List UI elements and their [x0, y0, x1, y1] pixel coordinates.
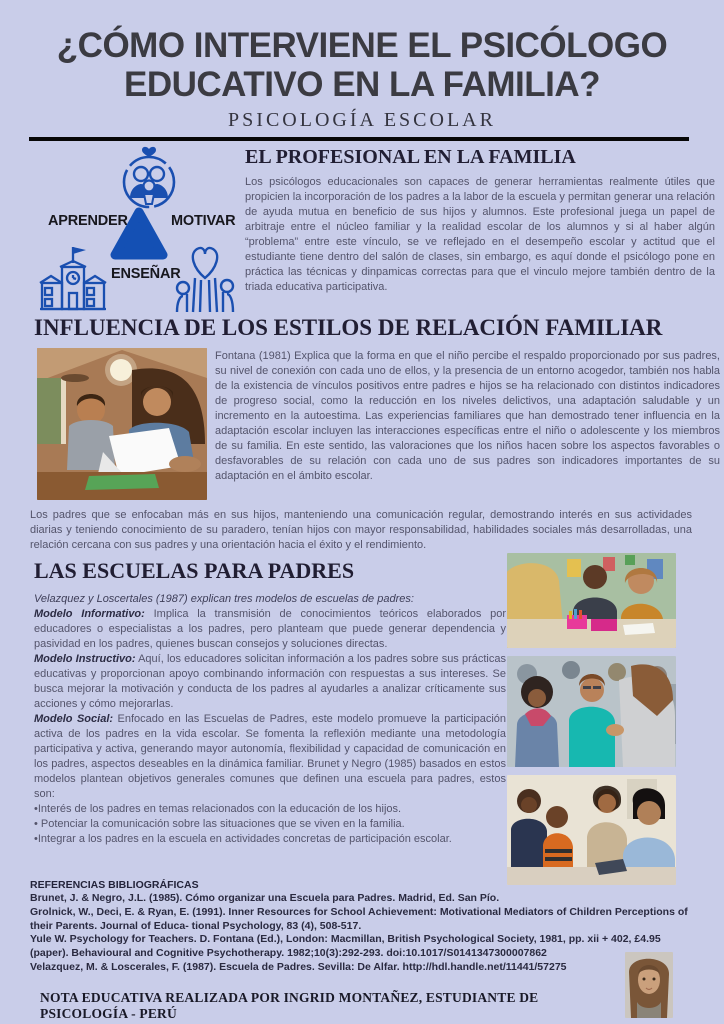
footer-note: NOTA EDUCATIVA REALIZADA POR INGRID MONTAÑEZ, ESTUDIANTE DE PSICOLOGÍA - PERÚ [40, 990, 539, 1021]
model-social [34, 712, 506, 802]
schools-bullet-3: •Integrar a los padres en la escuela en actividades concretas de participación escolar. [34, 833, 452, 845]
page-subtitle: PSICOLOGÍA ESCOLAR [228, 109, 496, 131]
reference-item: Grolnick, W., Deci, E. & Ryan, E. (1991). Inner Resources for School Achievement: Motivational Mediators of Children Perceptions of their Parents. Journal of Educa- tional Psychology, 83 (4), 508-517. [30, 905, 688, 932]
professional-body: Los psicólogos educacionales son capaces de generar herramientas realmente útiles que propicien la incorporación de los padres a la labor de la escuela y permitan generar una relación de ayuda mutua en beneficio de sus hijos y alumnos. Este profesional juega un papel de arbitraje entre el núcleo familiar y la realidad escolar de los alumnos y si al haber algún “problema” entre este vínculo, se ve reflejado en el desempeño escolar y actitud que el estudiante tiene dentro del salón de clases, sin embargo, es aquí donde el psicólogo pone en práctica las técnicas y dinpamicas correctas para que el vinculo mejore también dentro de la triada educativa participativa. [245, 176, 715, 293]
schools-bullet-2: • Potenciar la comunicación sobre las situaciones que se viven en la familia. [34, 818, 405, 830]
hands-heart-icon [173, 240, 237, 314]
author-portrait-photo [625, 952, 673, 1018]
reference-item: Brunet, J. & Negro, J.L. (1985). Cómo organizar una Escuela para Padres. Madrid, Ed. San Pío. [30, 892, 500, 904]
page-title-line2: EDUCATIVO EN LA FAMILIA? [123, 65, 601, 104]
references-heading: REFERENCIAS BIBLIOGRÁFICAS [30, 879, 199, 891]
parents-group-talking-photo [507, 656, 676, 767]
model-social-text: Enfocado en las Escuelas de Padres, este modelo promueve la participación activa de los padres en la vida escolar. Se fomenta la reflexión mediante una metodología participativa y activa, generando mayor autonomía, flexibilidad y capacidad de comunicación en los padres, aspectos deseables en la dinámica familiar. Brunet y Negro (1985) basados en estos modelos plantean objetivos generales comunes que definen una escuela para padres, estos son: [34, 713, 506, 800]
model-instructivo-label: Modelo Instructivo: [34, 653, 136, 665]
parent-teacher-meeting-photo [507, 553, 676, 648]
diagram-label-ensenar: ENSEÑAR [111, 266, 181, 282]
triangle-shape [110, 206, 168, 262]
schools-intro: Velazquez y Loscertales (1987) explican tres modelos de escuelas de padres: [34, 593, 414, 605]
model-instructivo-text: Aquí, los educadores solicitan información a los padres sobre sus prácticas educativas y proporcionan apoyo combinando información con respuestas a sus intereses. Se busca mejorar la motivación y conducta de los padres al ayudarles a analizar críticamente sus acciones y cómo mejorarlas. [34, 653, 506, 710]
section-heading-schools: LAS ESCUELAS PARA PADRES [34, 558, 355, 583]
influence-body2: Los padres que se enfocaban más en sus hijos, manteniendo una comunicación regular, demostrando interés en sus actividades diarias y teniendo conocimiento de su paradero, tenían hijos con mayor responsabilidad, habilidades sociales más desarrolladas, una relación cercana con sus padres y una orientación hacia el éxito y el rendimiento. [30, 509, 692, 551]
model-informativo [34, 607, 506, 652]
divider [29, 137, 689, 141]
mother-son-homework-photo [37, 348, 207, 500]
model-informativo-label: Modelo Informativo: [34, 608, 145, 620]
schools-bullet-1: •Interés de los padres en temas relacionados con la educación de los hijos. [34, 803, 402, 815]
family-counseling-photo [507, 775, 676, 885]
family-circle-icon [118, 146, 180, 210]
model-instructivo [34, 652, 506, 712]
influence-body: Fontana (1981) Explica que la forma en que el niño percibe el respaldo proporcionado por sus padres, su nivel de conexión con cada uno de ellos, y la presencia de un entorno acogedor, también nos habla de la existencia de vínculos positivos entre padres e hijos se ha relacionado con distintos indicadores de progreso social, como la reducción en los niveles delictivos, una adaptación saludable y un incremento en la autoestima. Las experiencias familiares que han demostrado tener influencia en la adaptación escolar incluyen las interacciones específicas entre el niño o adolescente y los miembros de su familia. En este sentido, las valoraciones que los niños hacen sobre los aspectos favorables o desfavorables de su relación con cada uno de sus padres son indicadores importantes de su adaptación en el ámbito escolar. [215, 350, 720, 482]
page-title [0, 26, 724, 104]
model-informativo-text: Implica la transmisión de conocimientos teóricos elaborados por educadores o especialistas a los padres, pero planteam que puede generar dependencia y pasividad en los padres, quienes buscan consejos y soluciones directas. [34, 608, 506, 650]
school-building-icon [38, 241, 108, 315]
reference-item: Yule W. Psychology for Teachers. D. Fontana (Ed.), London: Macmillan, British Psychological Society, 1981, pp. xii + 402, £4.95 (paper). Behavioural and Cognitive Psychotherapy. 1982;10(3):292-293. doi:10.1017/S0141347300007862 [30, 933, 661, 960]
model-social-label: Modelo Social: [34, 713, 114, 725]
diagram-label-motivar: MOTIVAR [171, 213, 236, 229]
schools-text-column [34, 592, 506, 847]
references-block [30, 878, 692, 975]
section-heading-professional: EL PROFESIONAL EN LA FAMILIA [245, 146, 576, 168]
section-heading-influence: INFLUENCIA DE LOS ESTILOS DE RELACIÓN FAMILIAR [34, 315, 663, 340]
page-title-line1: ¿CÓMO INTERVIENE EL PSICÓLOGO [56, 26, 668, 65]
reference-item: Velazquez, M. & Loscerales, F. (1987). Escuela de Padres. Sevilla: De Alfar. http://hdl.handle.net/11441/57275 [30, 960, 567, 973]
diagram-label-aprender: APRENDER [48, 213, 128, 229]
